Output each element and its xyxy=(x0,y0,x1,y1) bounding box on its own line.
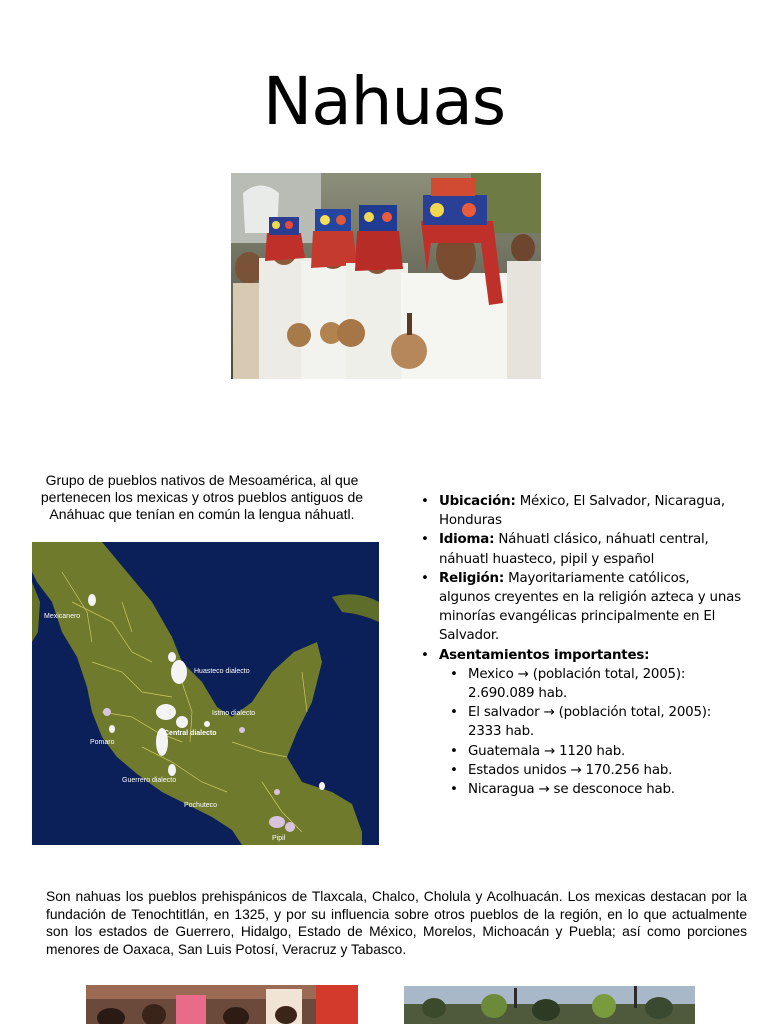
fact-text: México, El Salvador, Nicaragua, Honduras xyxy=(439,494,725,529)
fact-asentamientos xyxy=(412,646,742,800)
settlements-list xyxy=(439,665,742,799)
festival-illustration xyxy=(404,986,695,1024)
map-label-pomaro: Pomaro xyxy=(90,739,115,746)
map-label-guerrero: Guerrero dialecto xyxy=(122,777,177,784)
intro-text: Grupo de pueblos nativos de Mesoamérica, al que pertenecen los mexicas y otros pueblos antiguos de Anáhuac que tenían en común la lengua náhuatl. xyxy=(40,472,364,522)
settlement-item: • Guatemala → 1120 hab. xyxy=(439,742,742,761)
dancers-photo xyxy=(231,173,541,379)
fact-idioma xyxy=(412,530,742,568)
map-label-huasteco: Huasteco dialecto xyxy=(194,668,250,675)
fact-label: Religión: xyxy=(439,570,505,586)
map-label-mexicanero: Mexicanero xyxy=(44,613,81,620)
settlement-item: • Mexico → (población total, 2005): 2.690.089 hab. xyxy=(439,665,742,703)
settlement-item: • Nicaragua → se desconoce hab. xyxy=(439,780,742,799)
women-illustration xyxy=(86,985,358,1024)
fact-label: Asentamientos importantes: xyxy=(439,647,650,663)
settlement-item: • El salvador → (población total, 2005): 2333 hab. xyxy=(439,703,742,741)
fact-ubicacion xyxy=(412,492,742,530)
facts-list xyxy=(412,492,742,799)
women-photo xyxy=(86,985,358,1024)
settlement-item: • Estados unidos → 170.256 hab. xyxy=(439,761,742,780)
body-paragraph: Son nahuas los pueblos prehispánicos de Tlaxcala, Chalco, Cholula y Acolhuacán. Los mexicas destacan por la fundación de Tenochtitlán, en 1325, y por su influencia sobre otros pueblos de la región, en lo que actualmente son los estados de Guerrero, Hidalgo, Estado de México, Morelos, Michoacán y Puebla; así como porciones menores de Oaxaca, San Luis Potosí, Veracruz y Tabasco. xyxy=(46,889,747,957)
fact-religion xyxy=(412,569,742,646)
map-illustration xyxy=(32,542,379,845)
page-title: Nahuas xyxy=(262,63,506,140)
festival-photo xyxy=(404,986,695,1024)
map-label-central: Central dialecto xyxy=(164,730,217,737)
map-label-pipil: Pipil xyxy=(272,835,286,842)
fact-label: Idioma: xyxy=(439,532,495,548)
map-label-pochuteco: Pochuteco xyxy=(184,802,218,809)
fact-text: Náhuatl clásico, náhuatl central, náhuatl huasteco, pipil y español xyxy=(439,532,709,567)
fact-text: Mayoritariamente católicos, algunos creyentes en la religión azteca y unas minorías evangélicas principalmente en El Salvador. xyxy=(439,570,741,644)
map-label-istmo: Istmo dialecto xyxy=(212,710,256,717)
dancers-illustration xyxy=(231,173,541,379)
nahuatl-dialects-map xyxy=(32,542,379,845)
fact-label: Ubicación: xyxy=(439,494,516,509)
